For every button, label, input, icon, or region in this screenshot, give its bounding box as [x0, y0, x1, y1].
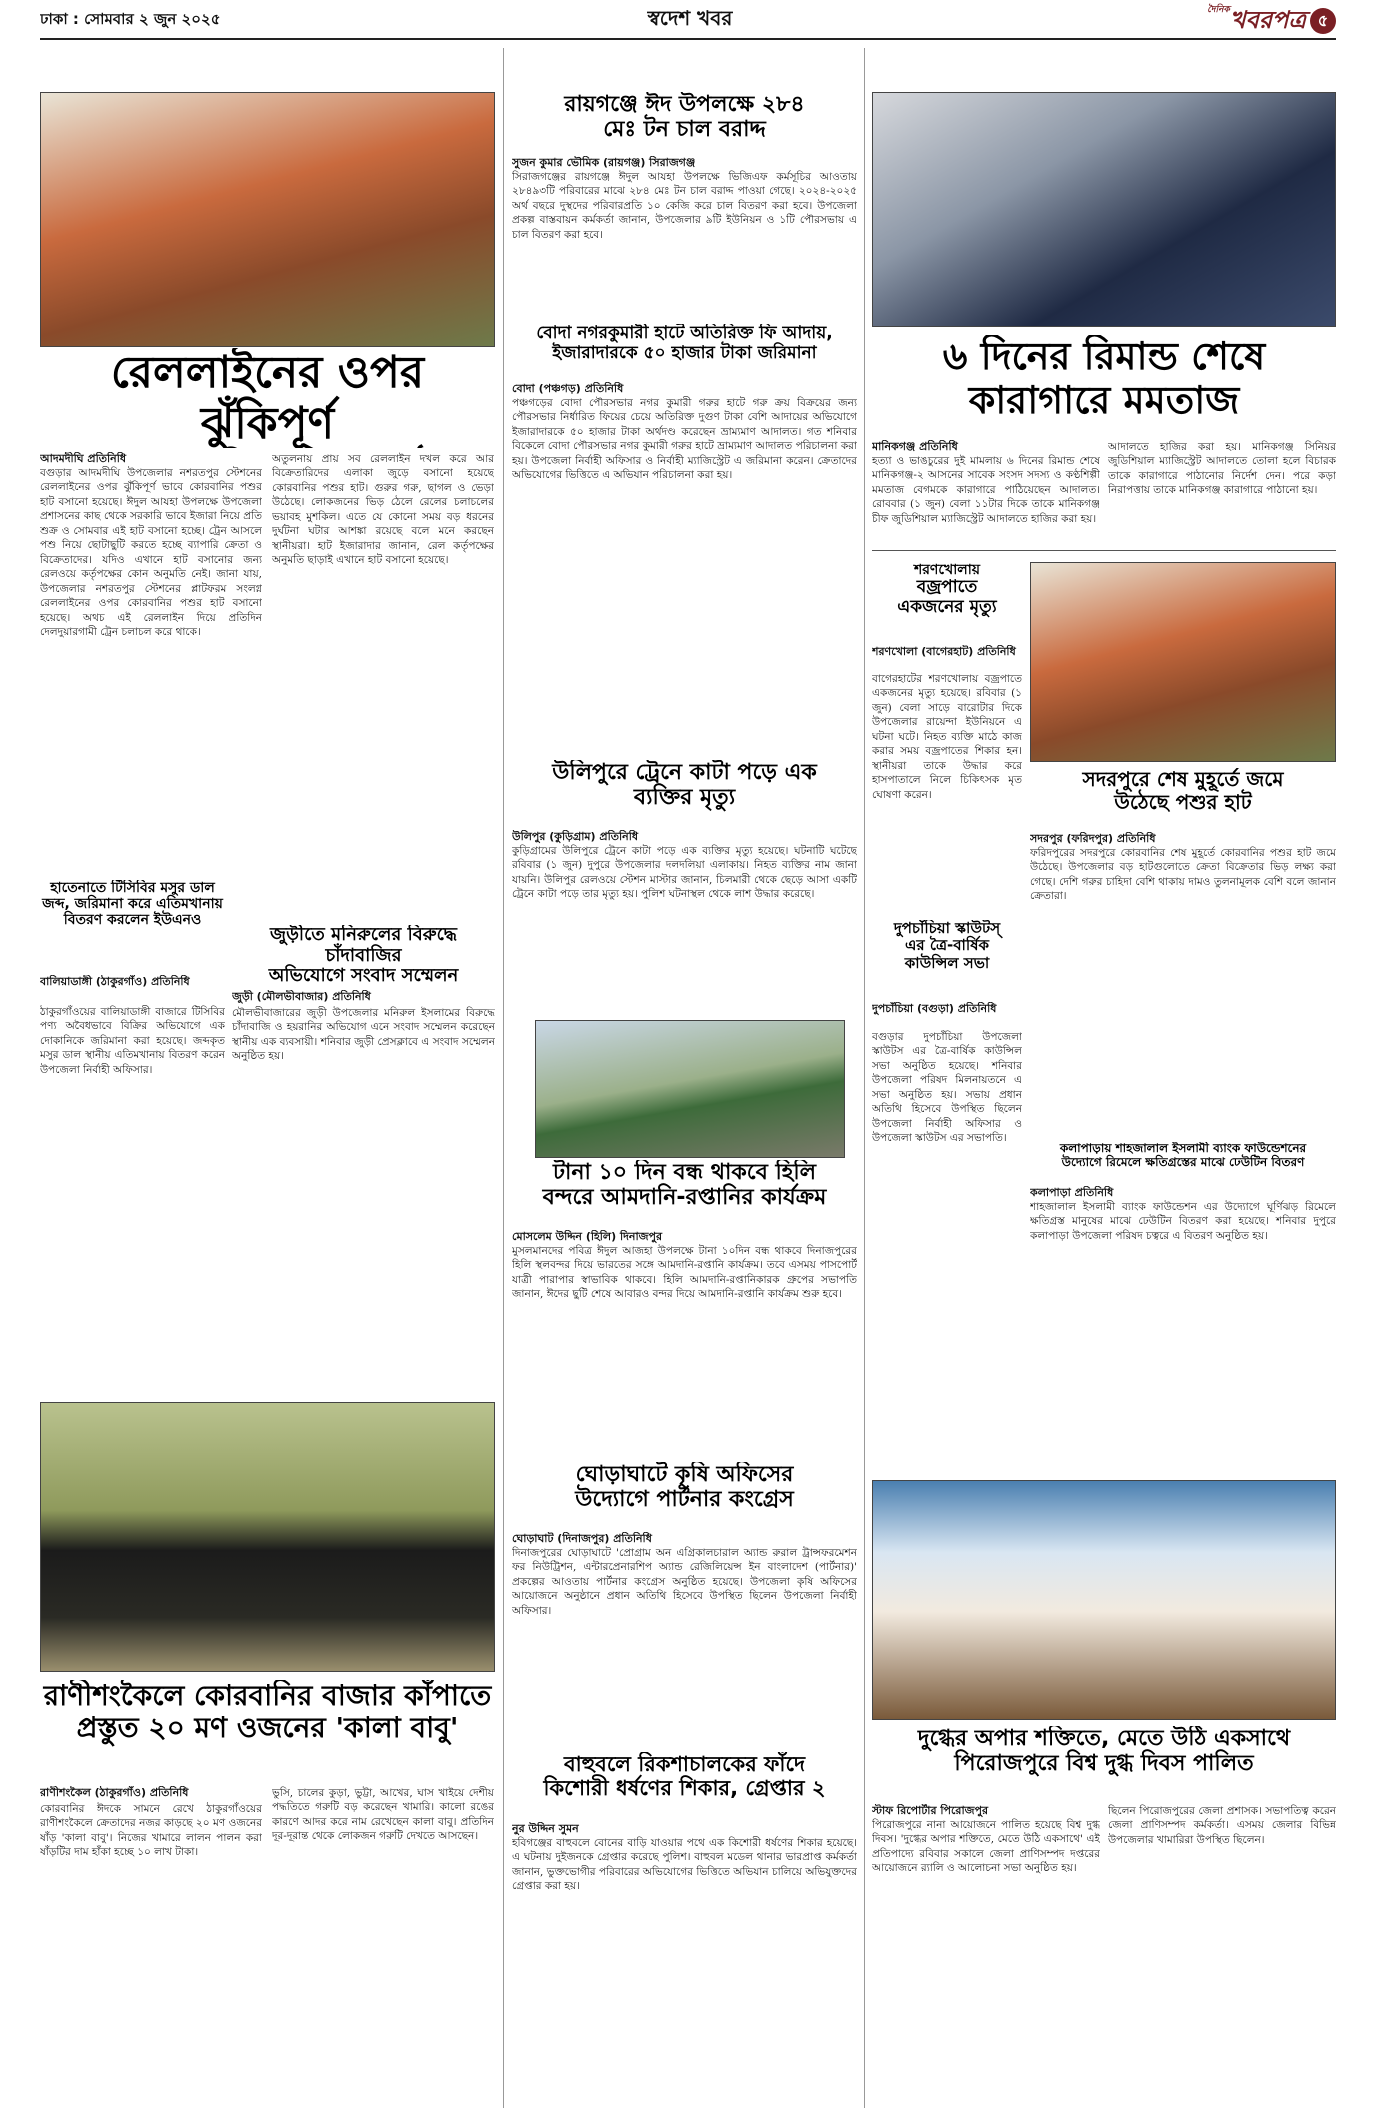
- hili-byline: মোসলেম উদ্দিন (হিলি) দিনাজপুর: [512, 1230, 663, 1243]
- shahjalal-byline: কলাপাড়া প্রতিনিধি: [1030, 1186, 1114, 1199]
- hili-truck-photo: [535, 1020, 845, 1158]
- shahjalal-headline-line1: কলাপাড়ায় শাহজালাল ইসলামী ব্যাংক ফাউন্ডেশনের: [1059, 1142, 1307, 1155]
- shoronkhola-body: বাগেরহাটের শরণখোলায় বজ্রপাতে একজনের মৃত্যু হয়েছে। রবিবার (১ জুন) বেলা সাড়ে বারোটার দিকে উপজেলার রায়েন্দা ইউনিয়নে এ ঘটনা ঘটে। নিহত ব্যক্তি মাঠে কাজ করার সময় বজ্রপাতের শিকার হন। স্থানীয়রা তাকে উদ্ধার করে হাসপাতালে নিলে চিকিৎসক মৃত ঘোষণা করেন।: [872, 673, 1022, 801]
- milk-body-col1: পিরোজপুরে নানা আয়োজনে পালিত হয়েছে বিশ্ব দুগ্ধ দিবস। 'দুগ্ধের অপার শক্তিতে, মেতে উঠি একসাথে' এই প্রতিপাদ্যে রবিবার সকালে জেলা প্রাণিসম্পদ দপ্তরের আয়োজনে র‍্যালি ও আলোচনা সভা অনুষ্ঠিত হয়।: [872, 1819, 1100, 1875]
- sadarpur-headline-line1: সদরপুরে শেষ মুহূর্তে জমে: [1082, 768, 1284, 791]
- tcb-body: ঠাকুরগাঁওয়ের বালিয়াডাঙ্গী বাজারে টিসিবির পণ্য অবৈধভাবে বিক্রির অভিযোগে এক দোকানিকে জরিমানা করা হয়েছে। জব্দকৃত মসুর ডাল স্থানীয় এতিমখানায় বিতরণ করেন উপজেলা নির্বাহী অফিসার।: [40, 1006, 225, 1076]
- mamtaz-police-photo: [872, 92, 1336, 327]
- sadarpur-byline: সদরপুর (ফরিদপুর) প্রতিনিধি: [1030, 832, 1156, 845]
- boda-byline: বোদা (পঞ্চগড়) প্রতিনিধি: [512, 382, 624, 395]
- shahjalal-body: শাহজালাল ইসলামী ব্যাংক ফাউন্ডেশন এর উদ্যোগে ঘূর্ণিঝড় রিমেলে ক্ষতিগ্রস্ত মানুষের মাঝে ঢেউটিন বিতরণ করা হয়েছে। শনিবার দুপুরে কলাপাড়া উপজেলা পরিষদ চত্বরে এ বিতরণ অনুষ্ঠিত হয়।: [1030, 1201, 1336, 1242]
- ulipur-headline-line2: ব্যক্তির মৃত্যু: [633, 785, 736, 811]
- railway-headline-line1: রেললাইনের ওপর ঝুঁকিপূর্ণ: [110, 348, 425, 448]
- raiganj-headline-line1: রায়গঞ্জে ঈদ উপলক্ষে ২৮৪: [564, 92, 805, 117]
- railway-body-col2: অতুলনায় প্রায় সব রেললাইন দখল করে আর বিক্রেতারিদের এলাকা জুড়ে বসানো হয়েছে কোরবানির পশুর হাট। গুরুর গরু, ছাগল ও ভেড়া উঠেছে। লোকজনের ভিড় ঠেলে রেলের চলাচলের ভয়াবহ মুশকিল। এতে যে কোনো সময় বড় ধরনের দুর্ঘটনা ঘটার আশঙ্কা রয়েছে বলে মনে করছেন স্থানীয়রা। হাট ইজারাদার জানান, রেল কর্তৃপক্ষের অনুমতি ছাড়াই এখানে হাট বসানো হয়েছে।: [272, 453, 494, 567]
- shoronkhola-byline: শরণখোলা (বাগেরহাট) প্রতিনিধি: [872, 645, 1016, 658]
- juri-byline: জুড়ী (মৌলভীবাজার) প্রতিনিধি: [232, 990, 371, 1003]
- tcb-headline-line1: হাতেনাতে টিসিবির মসুর ডাল: [50, 880, 215, 896]
- mamtaz-body-col1: হত্যা ও ভাঙচুরের দুই মামলায় ৬ দিনের রিমান্ড শেষে মানিকগঞ্জ-২ আসনের সাবেক সংসদ সদস্য ও কণ্ঠশিল্পী মমতাজ বেগমকে কারাগারে পাঠিয়েছেন আদালত। রোববার (১ জুন) বেলা ১১টার দিকে তাকে মানিকগঞ্জ চীফ জুডিশিয়াল ম্যাজিস্ট্রেট আদালতে হাজির করা হয়।: [872, 455, 1100, 525]
- shoronkhola-headline-kicker: শরণখোলায়: [913, 562, 981, 578]
- dupchanchia-headline-line2: এর ত্রৈ-বার্ষিক: [905, 936, 989, 955]
- ghoraghat-headline-line1: ঘোড়াঘাটে কৃষি অফিসের: [575, 1462, 794, 1487]
- milk-headline-line1: দুগ্ধের অপার শক্তিতে, মেতে উঠি একসাথে: [917, 1726, 1291, 1751]
- column-rule-1: [503, 48, 504, 2108]
- hili-headline-line1: টানা ১০ দিন বন্ধ থাকবে হিলি: [552, 1160, 817, 1185]
- kalababu-headline-line1: রাণীশংকৈলে কোরবানির বাজার কাঁপাতে: [43, 1680, 492, 1712]
- mamtaz-headline-line2: কারাগারে মমতাজ: [968, 377, 1240, 422]
- juri-headline: [232, 925, 495, 987]
- juri-body: মৌলভীবাজারের জুড়ী উপজেলার মনিরুল ইসলামের বিরুদ্ধে চাঁদাবাজি ও হয়রানির অভিযোগ এনে সংবাদ সম্মেলন করেছেন স্থানীয় এক ব্যবসায়ী। শনিবার জুড়ী প্রেসক্লাবে এ সংবাদ সম্মেলন অনুষ্ঠিত হয়।: [232, 1007, 495, 1063]
- tcb-headline: [40, 880, 225, 970]
- shahjalal-headline-line2: উদ্যোগে রিমেলে ক্ষতিগ্রস্তের মাঝে ঢেউটিন বিতরণ: [1061, 1154, 1305, 1169]
- railway-headline: [40, 348, 495, 448]
- baulbari-headline: [512, 1752, 857, 1818]
- raiganj-body: সিরাজগঞ্জের রায়গঞ্জে ঈদুল আযহা উপলক্ষে ভিজিএফ কর্মসূচির আওতায় ২৮৪৯৩টি পরিবারের মাঝে ২৮৪ মেঃ টন চাল বরাদ্দ পাওয়া গেছে। ২০২৪-২০২৫ অর্থ বছরে দুস্থদের পরিবারপ্রতি ১০ কেজি করে চাল বিতরণ করা হবে। উপজেলা প্রকল্প বাস্তবায়ন কর্মকর্তা জানান, উপজেলার ৯টি ইউনিয়ন ও ১টি পৌরসভায় এ চাল বিতরণ করা হবে।: [512, 171, 857, 241]
- section-title: স্বদেশ খবর: [647, 6, 733, 30]
- milk-day-meeting-photo: [872, 1480, 1336, 1720]
- raiganj-byline: সুজন কুমার ভৌমিক (রায়গঞ্জ) সিরাজগঞ্জ: [512, 156, 696, 169]
- ghoraghat-body: দিনাজপুরের ঘোড়াঘাটে 'প্রোগ্রাম অন এগ্রিকালচারাল অ্যান্ড রুরাল ট্রান্সফরমেশন ফর নিউট্রিশন, এন্টারপ্রেনারশিপ অ্যান্ড রেজিলিয়েন্স ইন বাংলাদেশ (পার্টনার)' প্রকল্পের আওতায় পার্টনার কংগ্রেস অনুষ্ঠিত হয়েছে। উপজেলা কৃষি অফিসের আয়োজনে অনুষ্ঠানে প্রধান অতিথি হিসেবে উপস্থিত ছিলেন উপজেলা নির্বাহী অফিসার।: [512, 1547, 857, 1617]
- kalababu-body-col2: ভুসি, চালের কুড়া, ভুট্টা, আখের, ঘাস খাইয়ে দেশীয় পদ্ধতিতে গরুটি বড় করেছেন খামারি। কালো রঙের কারণে আদর করে নাম রেখেছেন কালা বাবু। প্রতিদিন দূর-দূরান্ত থেকে লোকজন গরুটি দেখতে আসছেন।: [272, 1787, 494, 1843]
- shoronkhola-headline: [872, 562, 1022, 642]
- railway-cattle-photo: [40, 92, 495, 347]
- header-rule: [40, 38, 1336, 40]
- hili-headline: [512, 1160, 857, 1226]
- baulbari-body: হবিগঞ্জের বাহুবলে বোনের বাড়ি যাওয়ার পথে এক কিশোরী ধর্ষণের শিকার হয়েছে। এ ঘটনায় দুইজনকে গ্রেপ্তার করেছে পুলিশ। বাহুবল মডেল থানার ভারপ্রাপ্ত কর্মকর্তা জানান, ভুক্তভোগীর পরিবারের অভিযোগের ভিত্তিতে অভিযান চালিয়ে অভিযুক্তদের গ্রেপ্তার করা হয়।: [512, 1837, 857, 1893]
- ghoraghat-headline: [512, 1462, 857, 1528]
- ghoraghat-byline: ঘোড়াঘাট (দিনাজপুর) প্রতিনিধি: [512, 1532, 652, 1545]
- mamtaz-body-col2: আদালতে হাজির করা হয়। মানিকগঞ্জ সিনিয়র জুডিশিয়াল ম্যাজিস্ট্রেট আদালতে তোলা হলে বিচারক তাকে কারাগারে পাঠানোর নির্দেশ দেন। পরে কড়া নিরাপত্তায় তাকে মানিকগঞ্জ কারাগারে পাঠানো হয়।: [1108, 441, 1336, 497]
- boda-headline-line1: বোদা নগরকুমারী হাটে অতিরিক্ত ফি আদায়,: [536, 324, 833, 343]
- dupchanchia-headline: [872, 920, 1022, 1000]
- sadarpur-headline: [1030, 768, 1336, 830]
- tcb-headline-line2: জব্দ, জরিমানা করে এতিমখানায়: [42, 896, 223, 913]
- shoronkhola-headline-line1: বজ্রপাতে: [916, 577, 978, 598]
- page-number: ৫: [1310, 8, 1336, 34]
- boda-body: পঞ্চগড়ের বোদা পৌরসভার নগর কুমারী গরুর হাটে গরু ক্রয় বিক্রয়ের জন্য পৌরসভার নির্ধারিত ফিয়ের চেয়ে অতিরিক্ত দুগুণ টাকা বেশি আদায়ের অভিযোগে ইজারাদারকে ৫০ হাজার টাকা অর্থদণ্ড করেছেন ভ্রাম্যমাণ আদালত। গত শনিবার বিকেলে বোদা পৌরসভার নগর কুমারী গরুর হাটে ভ্রাম্যমাণ আদালত পরিচালনা করা হয়। উপজেলা নির্বাহী অফিসার ও নির্বাহী ম্যাজিস্ট্রেট এ জরিমানা করেন। ক্রেতাদের অভিযোগের ভিত্তিতে এ অভিযান পরিচালনা করা হয়।: [512, 397, 857, 482]
- shahjalal-headline: [1030, 1142, 1336, 1184]
- tcb-byline: বালিয়াডাঙ্গী (ঠাকুরগাঁও) প্রতিনিধি: [40, 975, 190, 988]
- railway-byline: আদমদীঘি প্রতিনিধি: [40, 452, 127, 465]
- sadarpur-body: ফরিদপুরের সদরপুরে কোরবানির শেষ মুহূর্তে কোরবানির পশুর হাট জমে উঠেছে। উপজেলার বড় হাটগুলোতে ক্রেতা বিক্রেতার ভিড় লক্ষ্য করা গেছে। দেশি গরুর চাহিদা বেশি থাকায় দামও তুলনামূলক বেশি বলে জানান ক্রেতারা।: [1030, 847, 1336, 903]
- ulipur-body: কুড়িগ্রামের উলিপুরে ট্রেনে কাটা পড়ে এক ব্যক্তির মৃত্যু হয়েছে। ঘটনাটি ঘটেছে রবিবার (১ জুন) দুপুরে উপজেলার দলদলিয়া এলাকায়। নিহত ব্যক্তির নাম জানা যায়নি। উলিপুর রেলওয়ে স্টেশন মাস্টার জানান, চিলমারী থেকে ছেড়ে আসা একটি ট্রেনে কাটা পড়ে তার মৃত্যু হয়। পুলিশ ঘটনাস্থল থেকে লাশ উদ্ধার করেছে।: [512, 845, 857, 901]
- juri-headline-line2: অভিযোগে সংবাদ সম্মেলন: [268, 965, 459, 987]
- dupchanchia-headline-line1: দুপচাঁচিয়া স্কাউটস্: [893, 920, 1001, 937]
- tcb-headline-line3: বিতরণ করলেন ইউএনও: [63, 912, 202, 929]
- milk-body-col2: ছিলেন পিরোজপুরের জেলা প্রশাসক। সভাপতিত্ব করেন জেলা প্রাণিসম্পদ কর্মকর্তা। এসময় জেলার বিভিন্ন উপজেলার খামারিরা উপস্থিত ছিলেন।: [1108, 1805, 1336, 1846]
- dupchanchia-headline-line3: কাউন্সিল সভা: [904, 953, 990, 972]
- date-line: ঢাকা : সোমবার ২ জুন ২০২৫: [40, 10, 221, 28]
- mamtaz-byline: মানিকগঞ্জ প্রতিনিধি: [872, 440, 958, 453]
- dupchanchia-body: বগুড়ার দুপচাঁচিয়া উপজেলা স্কাউটস এর ত্রৈ-বার্ষিক কাউন্সিল সভা অনুষ্ঠিত হয়েছে। শনিবার উপজেলা পরিষদ মিলনায়তনে এ সভা অনুষ্ঠিত হয়। সভায় প্রধান অতিথি হিসেবে উপস্থিত ছিলেন উপজেলা নির্বাহী অফিসার ও উপজেলা স্কাউটস এর সভাপতি।: [872, 1031, 1022, 1145]
- boda-headline: [512, 324, 857, 378]
- baulbari-byline: নুর উদ্দিন সুমন: [512, 1822, 579, 1835]
- black-bull-photo: [40, 1402, 495, 1672]
- ulipur-headline: [512, 760, 857, 826]
- mamtaz-bottom-rule: [872, 550, 1336, 551]
- ghoraghat-headline-line2: উদ্যোগে পার্টনার কংগ্রেস: [575, 1487, 794, 1513]
- mamtaz-headline: [872, 335, 1336, 435]
- logo-text: খবরপত্র: [1229, 6, 1306, 34]
- dupchanchia-byline: দুপচাঁচিয়া (বগুড়া) প্রতিনিধি: [872, 1002, 997, 1015]
- boda-headline-line2: ইজারাদারকে ৫০ হাজার টাকা জরিমানা: [552, 342, 817, 363]
- ulipur-headline-line1: উলিপুরে ট্রেনে কাটা পড়ে এক: [552, 760, 817, 785]
- ulipur-byline: উলিপুর (কুড়িগ্রাম) প্রতিনিধি: [512, 830, 639, 843]
- shoronkhola-headline-line2: একজনের মৃত্যু: [897, 596, 997, 617]
- column-rule-2: [864, 48, 865, 2108]
- railway-body-col1: বগুড়ার আদমদীঘি উপজেলার নশরতপুর স্টেশনের রেললাইনের ওপর ঝুঁকিপূর্ণ ভাবে কোরবানির পশুর হাট বসানো হয়েছে। ঈদুল আযহা উপলক্ষে উপজেলা প্রশাসনের কাছ থেকে সরকারি ভাবে ইজারা নিয়ে প্রতি শুক্র ও সোমবার এই হাট বসানো হচ্ছে। ট্রেন আসলে পশু নিয়ে ছোটাছুটি করতে হচ্ছে ব্যাপারি ক্রেতা ও বিক্রেতাদের। যদিও এখানে হাট বসানোর জন্য রেলওয়ে কর্তৃপক্ষের কোন অনুমতি নেই। জানা যায়, উপজেলার নশরতপুর স্টেশনের প্লাটফরম সংলগ্ন রেললাইনের ওপর কোরবানির পশুর হাট বসানো হয়েছে। অথচ এই রেললাইন দিয়ে প্রতিদিন দেলদুয়ারগামী ট্রেন চলাচল করে থাকে।: [40, 467, 262, 639]
- hili-headline-line2: বন্দরে আমদানি-রপ্তানির কার্যক্রম: [542, 1185, 827, 1211]
- kalababu-body-col1: কোরবানির ঈদকে সামনে রেখে ঠাকুরগাঁওয়ের রাণীশংকৈলে ক্রেতাদের নজর কাড়ছে ২০ মণ ওজনের ষাঁড় 'কালা বাবু'। নিজের খামারে লালন পালন করা ষাঁড়টির দাম হাঁকা হচ্ছে ১০ লাখ টাকা।: [40, 1803, 262, 1859]
- raiganj-headline: [512, 92, 857, 154]
- kalababu-byline: রাণীশংকৈল (ঠাকুরগাঁও) প্রতিনিধি: [40, 1786, 189, 1799]
- milk-headline-line2: পিরোজপুরে বিশ্ব দুগ্ধ দিবস পালিত: [954, 1751, 1254, 1777]
- baulbari-headline-line2: কিশোরী ধর্ষণের শিকার, গ্রেপ্তার ২: [543, 1776, 826, 1801]
- kalababu-headline: [40, 1680, 495, 1772]
- mamtaz-headline-line1: ৬ দিনের রিমান্ড শেষে: [942, 335, 1266, 378]
- milk-headline: [872, 1726, 1336, 1796]
- sadarpur-cattle-photo: [1030, 562, 1336, 762]
- baulbari-headline-line1: বাহুবলে রিকশাচালকের ফাঁদে: [563, 1752, 805, 1776]
- milk-byline: স্টাফ রিপোর্টার পিরোজপুর: [872, 1804, 989, 1817]
- kalababu-headline-line2: প্রস্তুত ২০ মণ ওজনের 'কালা বাবু': [76, 1711, 459, 1745]
- juri-headline-line1: জুড়ীতে মনিরুলের বিরুদ্ধে চাঁদাবাজির: [269, 925, 458, 966]
- sadarpur-headline-line2: উঠেছে পশুর হাট: [1114, 790, 1252, 814]
- logo-prefix: দৈনিক: [1207, 5, 1230, 15]
- raiganj-headline-line2: মেঃ টন চাল বরাদ্দ: [603, 117, 766, 143]
- newspaper-logo: [1207, 2, 1336, 42]
- hili-body: মুসলমানদের পবিত্র ঈদুল আজহা উপলক্ষে টানা ১০দিন বন্ধ থাকবে দিনাজপুরের হিলি স্থলবন্দর দিয়ে ভারতের সঙ্গে আমদানি-রপ্তানি কার্যক্রম। তবে এসময় পাসপোর্ট যাত্রী পারাপার স্বাভাবিক থাকবে। হিলি আমদানি-রপ্তানিকারক গ্রুপের সভাপতি জানান, ঈদের ছুটি শেষে আবারও বন্দর দিয়ে আমদানি-রপ্তানি কার্যক্রম শুরু হবে।: [512, 1245, 857, 1301]
